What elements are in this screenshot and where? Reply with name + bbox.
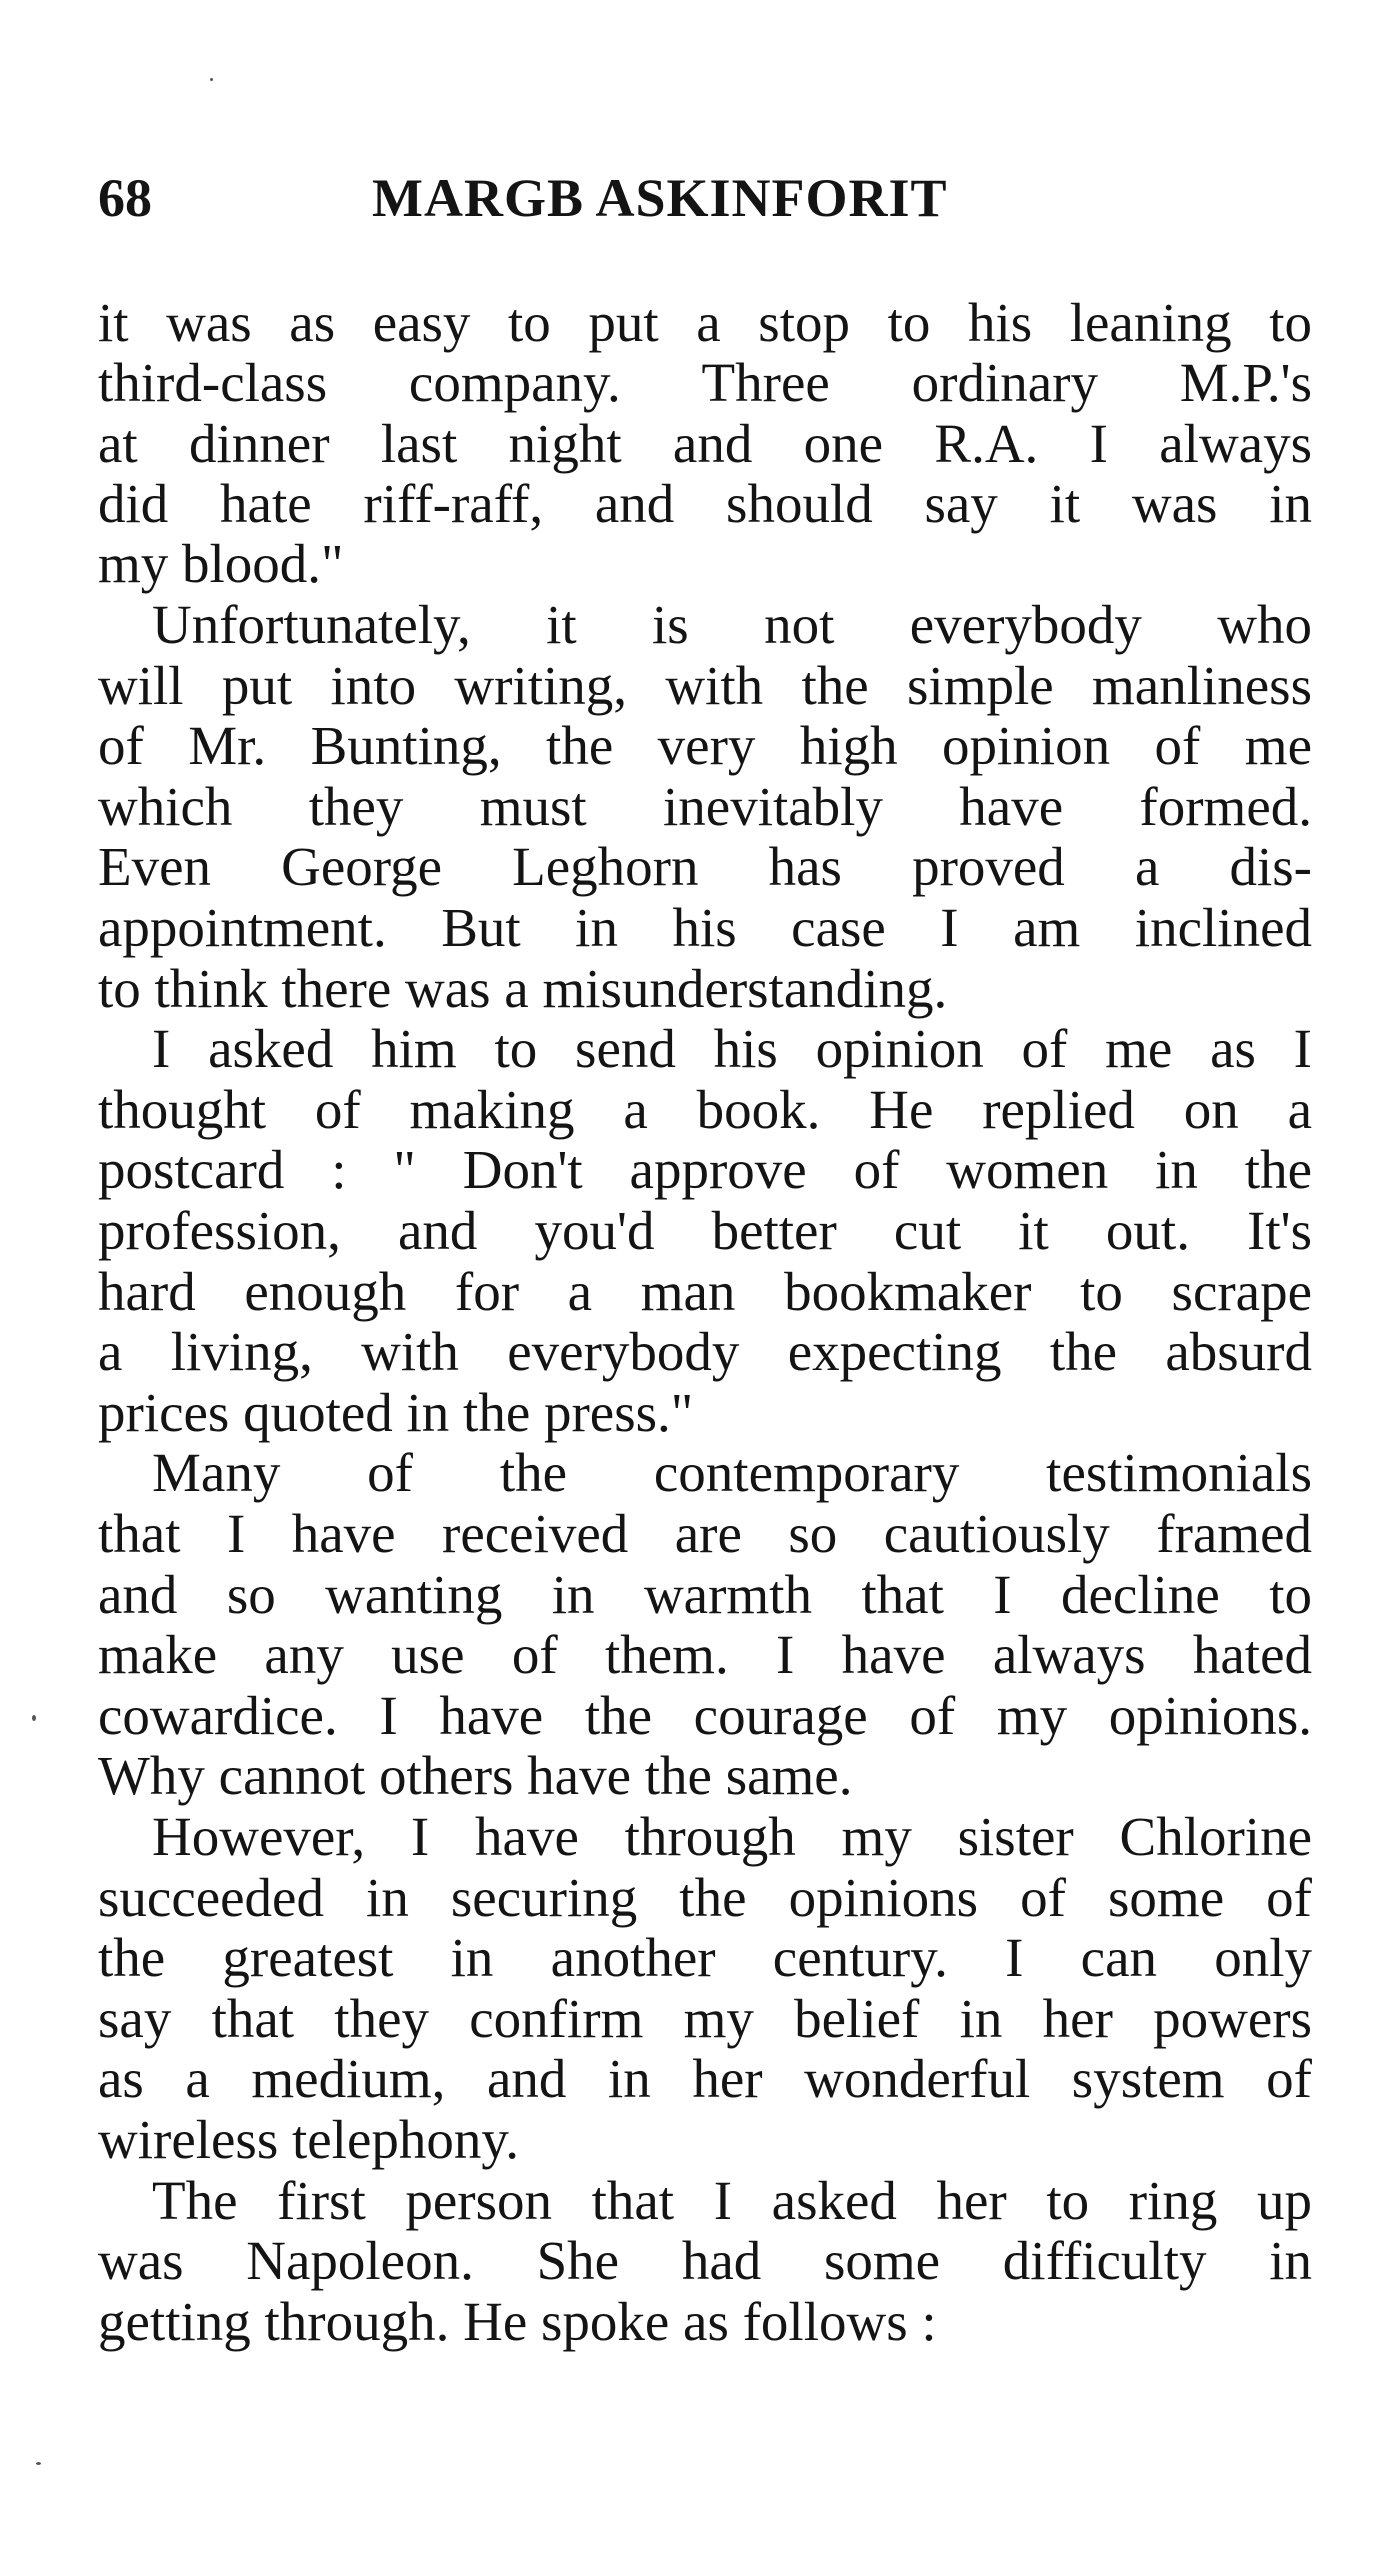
text-line: make any use of them. I have always hated — [98, 1624, 1312, 1685]
text-line: Even George Leghorn has proved a dis- — [98, 836, 1312, 897]
scan-speck — [36, 2462, 41, 2465]
text-line: Why cannot others have the same. — [98, 1745, 853, 1806]
text-line: which they must inevitably have formed. — [98, 776, 1312, 837]
text-line: third-class company. Three ordinary M.P.'s — [98, 352, 1312, 413]
text-line: cowardice. I have the courage of my opinions. — [98, 1685, 1312, 1746]
text-line: the greatest in another century. I can only — [98, 1927, 1312, 1988]
running-head — [98, 168, 1298, 228]
text-line: getting through. He spoke as follows : — [98, 2291, 937, 2352]
text-line: that I have received are so cautiously framed — [98, 1503, 1312, 1564]
text-line: and so wanting in warmth that I decline to — [98, 1564, 1312, 1625]
text-line: The first person that I asked her to ring up — [152, 2170, 1312, 2231]
text-line: as a medium, and in her wonderful system of — [98, 2048, 1312, 2109]
text-line: prices quoted in the press." — [98, 1382, 694, 1443]
text-line: postcard : " Don't approve of women in the — [98, 1139, 1312, 1200]
text-line: a living, with everybody expecting the absurd — [98, 1321, 1312, 1382]
text-line: was Napoleon. She had some difficulty in — [98, 2230, 1312, 2291]
text-line: to think there was a misunderstanding. — [98, 958, 948, 1019]
text-line: did hate riff-raff, and should say it was in — [98, 473, 1312, 534]
scan-speck — [32, 1715, 36, 1721]
scan-speck — [210, 78, 213, 81]
text-line: appointment. But in his case I am inclined — [98, 897, 1312, 958]
text-line: will put into writing, with the simple manliness — [98, 655, 1312, 716]
text-line: hard enough for a man bookmaker to scrape — [98, 1261, 1312, 1322]
text-line: of Mr. Bunting, the very high opinion of me — [98, 715, 1312, 776]
text-line: succeeded in securing the opinions of some of — [98, 1867, 1312, 1928]
running-title: MARGB ASKINFORIT — [372, 168, 948, 228]
text-line: say that they confirm my belief in her powers — [98, 1988, 1312, 2049]
text-line: I asked him to send his opinion of me as I — [152, 1018, 1312, 1079]
page-number: 68 — [98, 168, 152, 228]
text-line: at dinner last night and one R.A. I always — [98, 413, 1312, 474]
text-line: wireless telephony. — [98, 2109, 520, 2170]
text-line: However, I have through my sister Chlorine — [152, 1806, 1312, 1867]
text-line: it was as easy to put a stop to his leaning to — [98, 292, 1312, 353]
text-line: thought of making a book. He replied on a — [98, 1079, 1312, 1140]
text-line: profession, and you'd better cut it out. It's — [98, 1200, 1312, 1261]
text-line: my blood." — [98, 533, 344, 594]
text-line: Unfortunately, it is not everybody who — [152, 594, 1312, 655]
text-line: Many of the contemporary testimonials — [152, 1442, 1312, 1503]
